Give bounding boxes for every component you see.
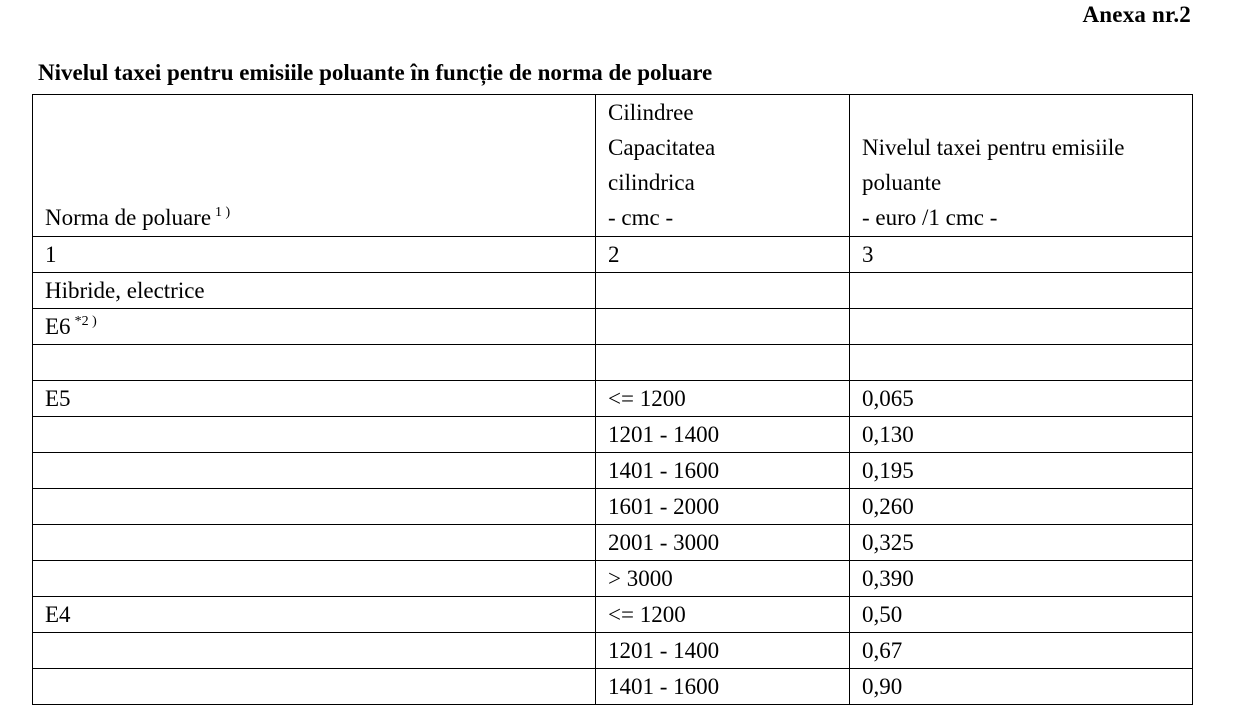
cell-tax-level: 0,90 [850, 669, 1193, 705]
cell-tax-level: 0,50 [850, 597, 1193, 633]
column-number: 2 [596, 237, 850, 273]
cell-pollution-norm [33, 525, 596, 561]
header-tax-line: Nivelul taxei pentru emisiile [862, 135, 1125, 160]
header-capacity-unit: - cmc - [608, 205, 674, 230]
cell-pollution-norm [33, 417, 596, 453]
table-row [33, 597, 1193, 633]
table-row [33, 561, 1193, 597]
pollution-norm-text: E4 [45, 602, 71, 627]
header-tax-level [850, 95, 1193, 237]
cell-tax-level: 0,130 [850, 417, 1193, 453]
cell-tax-level: 0,67 [850, 633, 1193, 669]
pollution-norm-text: Hibride, electrice [45, 278, 205, 303]
header-capacity-line: Capacitatea [608, 135, 716, 160]
table-header-row [33, 95, 1193, 237]
cell-capacity: 1601 - 2000 [596, 489, 850, 525]
cell-pollution-norm [33, 345, 596, 381]
cell-tax-level: 0,390 [850, 561, 1193, 597]
cell-tax-level [850, 345, 1193, 381]
table-row [33, 309, 1193, 345]
table-row [33, 273, 1193, 309]
cell-capacity [596, 273, 850, 309]
cell-capacity: <= 1200 [596, 597, 850, 633]
annex-label: Anexa nr.2 [1082, 2, 1191, 27]
table-row [33, 381, 1193, 417]
table-row [33, 633, 1193, 669]
cell-pollution-norm [33, 381, 596, 417]
cell-capacity: 2001 - 3000 [596, 525, 850, 561]
tax-table [32, 94, 1193, 705]
cell-pollution-norm [33, 561, 596, 597]
header-capacity-line: cilindrica [608, 170, 695, 195]
column-number: 3 [850, 237, 1193, 273]
column-number-row [33, 237, 1193, 273]
cell-pollution-norm [33, 489, 596, 525]
column-number: 1 [33, 237, 596, 273]
cell-tax-level: 0,325 [850, 525, 1193, 561]
cell-capacity: 1401 - 1600 [596, 669, 850, 705]
footnote-marker: *2 ) [74, 314, 97, 329]
table-row [33, 417, 1193, 453]
cell-tax-level [850, 309, 1193, 345]
cell-capacity [596, 309, 850, 345]
cell-capacity: <= 1200 [596, 381, 850, 417]
header-capacity-line: Cilindree [608, 100, 694, 125]
cell-capacity [596, 345, 850, 381]
page-title: Nivelul taxei pentru emisiile poluante în funcție de norma de poluare [38, 60, 713, 85]
header-pollution-norm [33, 95, 596, 237]
cell-pollution-norm [33, 633, 596, 669]
cell-capacity: > 3000 [596, 561, 850, 597]
cell-capacity: 1401 - 1600 [596, 453, 850, 489]
cell-capacity: 1201 - 1400 [596, 417, 850, 453]
table-row [33, 489, 1193, 525]
header-capacity [596, 95, 850, 237]
cell-tax-level: 0,065 [850, 381, 1193, 417]
header-pollution-norm-label: Norma de poluare [45, 205, 212, 230]
pollution-norm-text: E5 [45, 386, 71, 411]
table-row [33, 525, 1193, 561]
cell-pollution-norm [33, 597, 596, 633]
cell-capacity: 1201 - 1400 [596, 633, 850, 669]
pollution-norm-text: E6 [45, 314, 71, 339]
table-row [33, 669, 1193, 705]
table-row [33, 453, 1193, 489]
header-tax-unit: - euro /1 cmc - [862, 205, 998, 230]
cell-tax-level: 0,195 [850, 453, 1193, 489]
cell-tax-level [850, 273, 1193, 309]
cell-pollution-norm [33, 669, 596, 705]
header-tax-line: poluante [862, 170, 942, 195]
cell-pollution-norm [33, 309, 596, 345]
cell-pollution-norm [33, 453, 596, 489]
footnote-marker: 1 ) [215, 205, 231, 220]
table-row [33, 345, 1193, 381]
cell-pollution-norm [33, 273, 596, 309]
cell-tax-level: 0,260 [850, 489, 1193, 525]
